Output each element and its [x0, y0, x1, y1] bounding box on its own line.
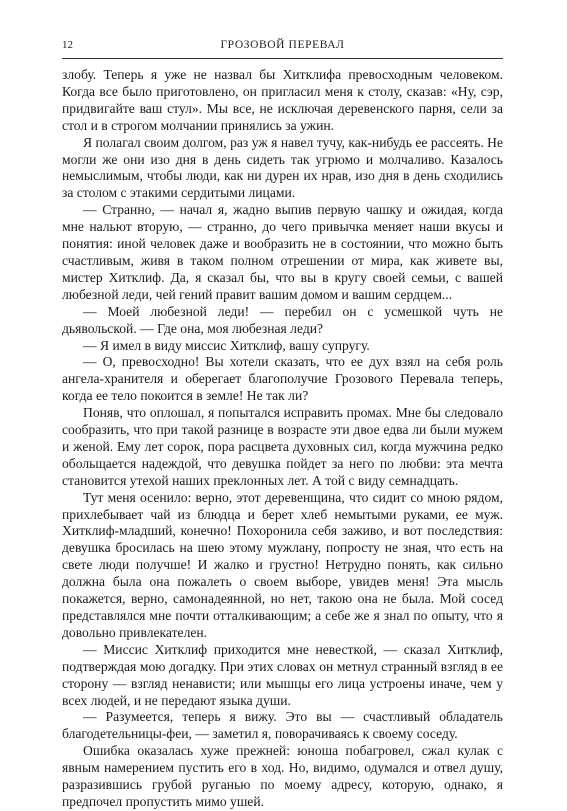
paragraph: Тут меня осенило: верно, этот деревенщина, что сидит со мною рядом, прихлебывает чай из блюдца и берет хлеб немытыми руками, ее муж. Хитклиф-младший, конечно! Похоронила себя заживо, и вот последствия: девушка бросилась на шею этому мужлану, попросту не зная, что есть на свете люди получше! И жалко и грустно! Нетрудно понять, как сильно должна была она пожалеть о своем выборе, увидев меня! Эта мысль покажется, верно, самонадеянной, но нет, такою она не была. Мой сосед представлялся мне почти отталкивающим; а себе же я знал по опыту, что я довольно привлекателен.: [62, 489, 503, 640]
paragraph: злобу. Теперь я уже не назвал бы Хитклифа превосходным человеком. Когда все было приготовлено, он пригласил меня к столу, сказав: «Ну, сэр, придвигайте ваш стул». Мы все, не исключая деревенского парня, сели за стол и в строгом молчании принялись за ужин.: [62, 67, 503, 133]
page-number: 12: [62, 39, 73, 51]
paragraph: — Моей любезной леди! — перебил он с усмешкой чуть не дьявольской. — Где она, моя любезная леди?: [62, 303, 503, 336]
running-title: ГРОЗОВОЙ ПЕРЕВАЛ: [220, 39, 345, 51]
page-header: [62, 38, 503, 54]
paragraph: — Разумеется, теперь я вижу. Это вы — счастливый обладатель благодетельницы-феи, — заметил я, поворачиваясь к своему соседу.: [62, 709, 503, 742]
paragraph: — О, превосходно! Вы хотели сказать, что ее дух взял на себя роль ангела-хранителя и оберегает благополучие Грозового Перевала теперь, когда ее тело покоится в земле! Не так ли?: [62, 354, 503, 404]
paragraph: — Я имел в виду миссис Хитклиф, вашу супругу.: [83, 337, 370, 353]
paragraph: — Странно, — начал я, жадно выпив первую чашку и ожидая, когда мне нальют вторую, — странно, до чего привычка меняет наши вкусы и понятия: иной человек даже и вообразить не в состоянии, что можно быть счастливым, живя в таком полном отрешении от мира, как живете вы, мистер Хитклиф. Да, я сказал бы, что вы в кругу своей семьи, с вашей любезной леди, чей гений правит вашим домом и вашим сердцем...: [62, 202, 503, 302]
paragraph: — Миссис Хитклиф приходится мне невесткой, — сказал Хитклиф, подтверждая мою догадку. При этих словах он метнул странный взгляд в ее сторону — взгляд ненависти; или мышцы его лица устроены иначе, чем у всех людей, и не передают языка души.: [62, 641, 503, 708]
paragraph: Поняв, что оплошал, я попытался исправить промах. Мне бы следовало сообразить, что при такой разнице в возрасте эти двое едва ли были мужем и женой. Ему лет сорок, пора расцвета духовных сил, когда мужчина редко обольщается надеждой, что девушка пойдет за него по любви: эта мечта становится утехой наших преклонных лет. А той с виду семнадцать.: [62, 405, 503, 488]
body-text: [62, 67, 503, 811]
paragraph: Ошибка оказалась хуже прежней: юноша побагровел, сжал кулак с явным намерением пустить его в ход. Но, видимо, одумался и отвел душу, разразившись грубой руганью по моему адресу, которую, однако, я предпочел пропустить мимо ушей.: [62, 743, 503, 809]
paragraph: Я полагал своим долгом, раз уж я навел тучу, как-нибудь ее рассеять. Не могли же они изо дня в день сидеть так угрюмо и молчаливо. Казалось немыслимым, чтобы люди, как ни дурен их нрав, изо дня в день сходились за столом с этакими сердитыми лицами.: [62, 134, 503, 201]
header-rule: [62, 58, 503, 59]
